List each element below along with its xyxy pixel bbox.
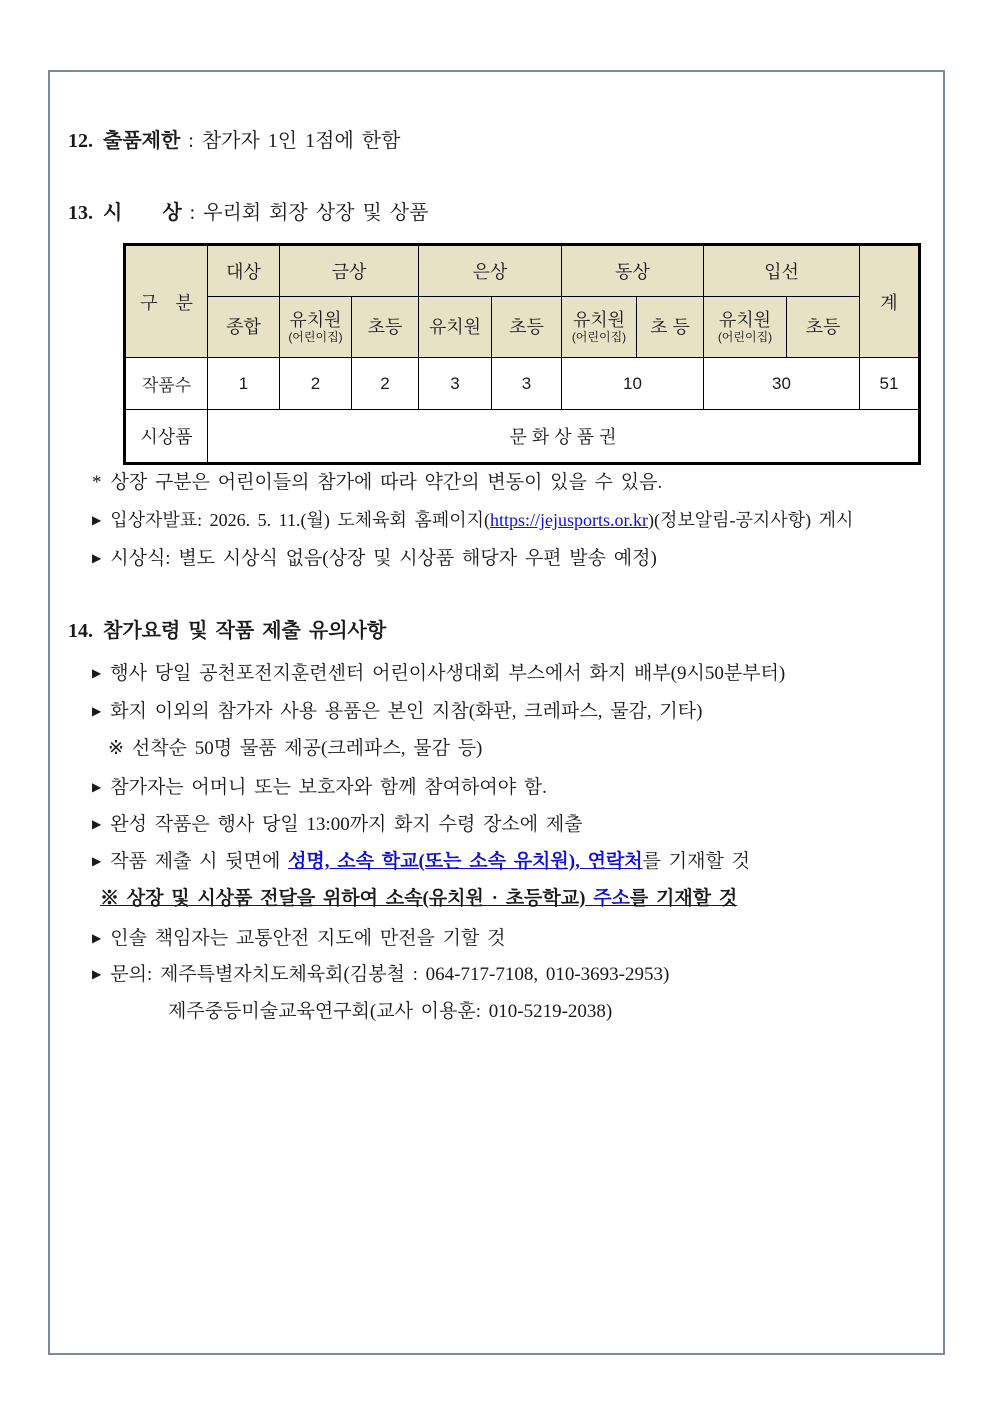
count-cell: 3 [492, 358, 562, 410]
bullet-text: 완성 작품은 행사 당일 13:00까지 화지 수령 장소에 제출 [110, 814, 583, 835]
prize-cell: 문 화 상 품 권 [208, 410, 920, 464]
bullet-write-info-on-back [92, 848, 750, 875]
bullet-text: 행사 당일 공천포전지훈련센터 어린이사생대회 부스에서 화지 배부(9시50분부터) [110, 663, 786, 684]
sub-header: 유치원 [419, 297, 492, 358]
note-text: 시상식: 별도 시상식 없음(상장 및 시상품 해당자 우편 발송 예정) [110, 548, 657, 569]
asterisk-marker: * [92, 472, 102, 493]
bullet-text: 인솔 책임자는 교통안전 지도에 만전을 기할 것 [110, 928, 506, 949]
row-label-count: 작품수 [125, 358, 208, 410]
count-cell: 3 [419, 358, 492, 410]
bullet-paper-distribution [92, 660, 785, 687]
arrow-bullet-icon: ▶ [92, 931, 102, 945]
bullet-text: 작품 제출 시 뒷면에 [110, 851, 289, 872]
count-cell: 10 [562, 358, 704, 410]
table-corner-cell: 구 분 [125, 245, 208, 358]
section-12-title: 출품제한 [103, 130, 181, 152]
bullet-text: 를 기재할 것 [629, 888, 738, 909]
section-13-number: 13. [68, 202, 93, 224]
section-13-title: 시 상 [103, 202, 182, 224]
bullet-submission-deadline [92, 811, 583, 838]
bullet-contact-1 [92, 961, 669, 988]
arrow-bullet-icon: ▶ [92, 513, 102, 527]
sub-header: 유치원 (어린이집) [704, 297, 787, 358]
group-header-daesang: 대상 [208, 245, 280, 297]
arrow-bullet-icon: ▶ [92, 780, 102, 794]
arrow-bullet-icon: ▶ [92, 817, 102, 831]
contact-text: 문의: 제주특별자치도체육회(김봉철 : 064-717-7108, 010-3693-2953) [110, 964, 670, 985]
required-info-emphasis: 성명, 소속 학교(또는 소속 유치원), 연락처 [288, 851, 643, 872]
sub-header: 종합 [208, 297, 280, 358]
sub-header: 초등 [787, 297, 860, 358]
group-header-ipseon: 입선 [704, 245, 860, 297]
bullet-text: 화지 이외의 참가자 사용 용품은 본인 지참(화판, 크레파스, 물감, 기타) [110, 701, 703, 722]
section-12-heading [68, 128, 400, 155]
group-header-dongsang: 동상 [562, 245, 704, 297]
address-emphasis: 주소 [593, 888, 630, 909]
note-ceremony [92, 545, 657, 572]
bullet-first-come-supplies [108, 736, 482, 762]
bullet-write-address [100, 886, 737, 912]
separator: : [180, 130, 202, 152]
contact-text: 제주중등미술교육연구회(교사 이용훈: 010-5219-2038) [168, 1001, 613, 1022]
total-column-header: 계 [860, 245, 920, 358]
sub-header: 초등 [492, 297, 562, 358]
arrow-bullet-icon: ▶ [92, 967, 102, 981]
count-cell: 2 [352, 358, 419, 410]
section-14-title: 참가요령 및 작품 제출 유의사항 [103, 620, 387, 642]
sub-header: 유치원 (어린이집) [280, 297, 352, 358]
separator: : [181, 202, 204, 224]
section-12-text: 참가자 1인 1점에 한함 [201, 130, 401, 152]
bullet-contact-2 [168, 999, 612, 1025]
arrow-bullet-icon: ▶ [92, 854, 102, 868]
arrow-bullet-icon: ▶ [92, 551, 102, 565]
note-text: )(정보알림-공지사항) 게시 [648, 510, 854, 530]
arrow-bullet-icon: ▶ [92, 666, 102, 680]
awards-table [123, 243, 921, 465]
sub-header: 초등 [352, 297, 419, 358]
jejusports-link[interactable]: https://jejusports.or.kr [489, 510, 648, 530]
bullet-own-supplies [92, 698, 702, 725]
bullet-text: 상장 및 시상품 전달을 위하여 소속(유치원 · 초등학교) [119, 888, 594, 909]
count-cell: 1 [208, 358, 280, 410]
note-winner-announcement [92, 507, 853, 533]
section-14-number: 14. [68, 620, 93, 642]
section-13-heading [68, 200, 428, 227]
section-12-number: 12. [68, 130, 93, 152]
count-cell: 30 [704, 358, 860, 410]
note-text: 입상자발표: 2026. 5. 11.(월) 도체육회 홈페이지( [110, 510, 490, 530]
section-14-heading [68, 618, 386, 645]
bullet-traffic-safety [92, 925, 505, 952]
row-label-prize: 시상품 [125, 410, 208, 464]
bullet-guardian-required [92, 774, 547, 801]
count-cell: 2 [280, 358, 352, 410]
bullet-text: 를 기재할 것 [642, 851, 750, 872]
arrow-bullet-icon: ▶ [92, 704, 102, 718]
reference-marker: ※ [108, 738, 124, 759]
bullet-text: 참가자는 어머니 또는 보호자와 함께 참여하여야 함. [110, 777, 547, 798]
note-cert-variation [92, 470, 662, 496]
section-13-text: 우리회 회장 상장 및 상품 [203, 202, 429, 224]
group-header-geumsang: 금상 [280, 245, 419, 297]
bullet-text: 선착순 50명 물품 제공(크레파스, 물감 등) [131, 738, 483, 759]
sub-header: 초 등 [637, 297, 704, 358]
count-total-cell: 51 [860, 358, 920, 410]
sub-header: 유치원 (어린이집) [562, 297, 637, 358]
reference-marker: ※ [100, 888, 120, 909]
group-header-eunsang: 은상 [419, 245, 562, 297]
note-text: 상장 구분은 어린이들의 참가에 따라 약간의 변동이 있을 수 있음. [110, 472, 663, 493]
